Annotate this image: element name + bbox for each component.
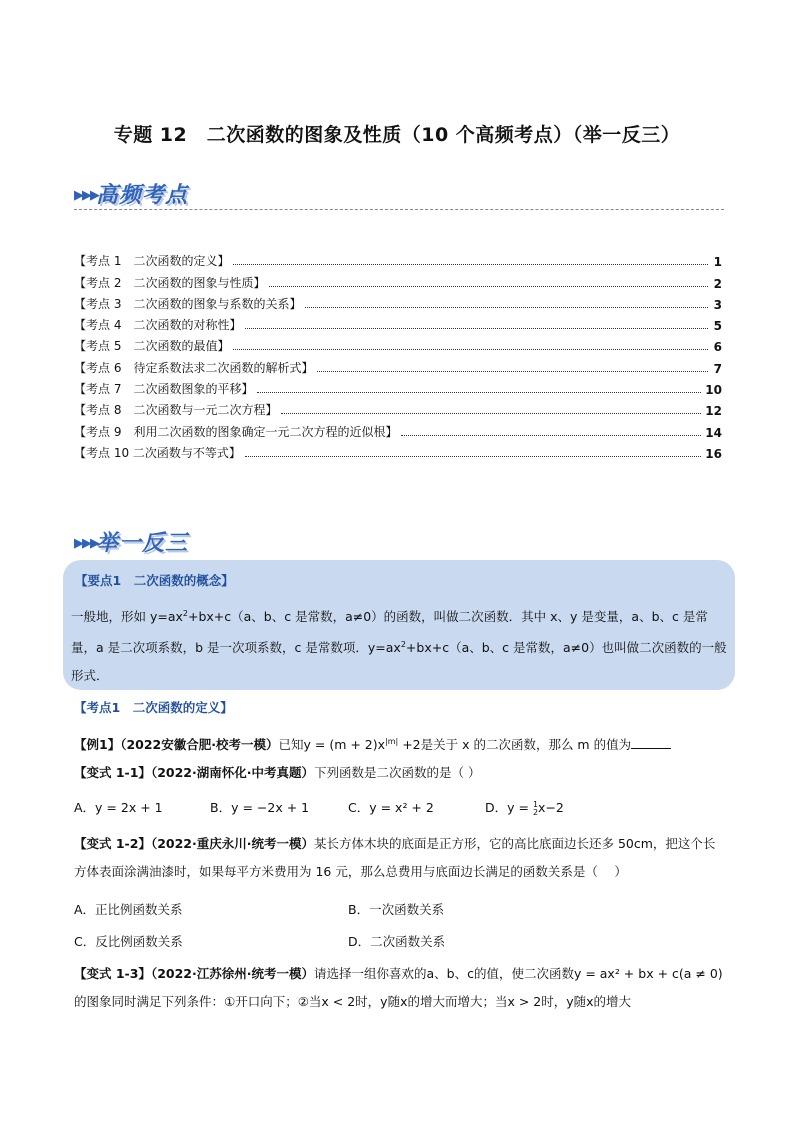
triple-arrow-icon: ▶▶▶ xyxy=(74,536,98,551)
section-banner-examples xyxy=(74,524,724,564)
option-a[interactable]: A．y = 2x + 1 xyxy=(74,800,163,815)
variant-1-1-options xyxy=(74,798,724,818)
banner-title: 举一反三 xyxy=(96,531,189,556)
option-a[interactable]: A．正比例函数关系 xyxy=(74,902,183,917)
banner-title: 高频考点 xyxy=(96,183,189,208)
keypoint-box xyxy=(63,560,735,690)
option-c[interactable]: C．反比例函数关系 xyxy=(74,934,183,949)
divider xyxy=(74,209,724,210)
toc-item[interactable]: 【考点 6 待定系数法求二次函数的解析式】 7 xyxy=(74,360,722,376)
variant-1-2-options-row1 xyxy=(74,900,724,920)
triple-arrow-icon: ▶▶▶ xyxy=(74,188,98,203)
variant-1-3: 【变式 1-3】（2022·江苏徐州·统考一模）请选择一组你喜欢的a、b、c的值，使二次函数y = ax² + bx + c(a ≠ 0)的图象同时满足下列条件：①开口向下；②当x < 2时，y随x的增大而增大；当x > 2时，y随x的增大 xyxy=(74,966,723,1009)
answer-blank[interactable] xyxy=(631,734,671,749)
variant-1-2: 【变式 1-2】（2022·重庆永川·统考一模）某长方体木块的底面是正方形，它的高比底面边长还多 50cm，把这个长方体表面涂满油漆时，如果每平方米费用为 16 元，那么总费用与底面边长满足的函数关系是（ ） xyxy=(74,836,716,879)
section-heading: 【考点1 二次函数的定义】 xyxy=(74,700,233,715)
keypoint-title: 【要点1 二次函数的概念】 xyxy=(75,573,234,588)
option-d[interactable]: D．y = 1 2x−2 xyxy=(485,799,564,817)
option-c[interactable]: C．y = x² + 2 xyxy=(348,800,434,815)
toc-item[interactable]: 【考点 2 二次函数的图象与性质】 2 xyxy=(74,275,722,291)
variant-1-1: 【变式 1-1】（2022·湖南怀化·中考真题）下列函数是二次函数的是（ ） xyxy=(74,765,481,780)
section-banner-high-frequency xyxy=(74,176,724,216)
toc-item[interactable]: 【考点 7 二次函数图象的平移】 10 xyxy=(74,382,722,398)
option-b[interactable]: B．一次函数关系 xyxy=(348,902,445,917)
example-1: 【例1】（2022安徽合肥·校考一模）已知$y = (m + 2)x^{|m|} +2$是关于 x 的二次函数，那么 m 的值为 xyxy=(74,728,724,759)
page-title: 专题 12 二次函数的图象及性质（10 个高频考点）（举一反三） xyxy=(113,124,681,146)
toc-item[interactable]: 【考点 5 二次函数的最值】 6 xyxy=(74,339,722,355)
option-b[interactable]: B．y = −2x + 1 xyxy=(210,800,310,815)
table-of-contents xyxy=(74,248,722,461)
toc-item[interactable]: 【考点 1 二次函数的定义】 1 xyxy=(74,254,722,270)
toc-item[interactable]: 【考点 3 二次函数的图象与系数的关系】 3 xyxy=(74,296,722,312)
keypoint-body: 一般地，形如 $y=ax^2+bx+c(a$、b、c 是常数，a≠0）的函数，叫做二次函数．其中 x、y 是变量，a、b、c 是常量，a 是二次项系数，b 是一次项系数，c 是常数项．$y=ax^2+bx+c(a$、b、c 是常数，a≠0）也叫做二次函数的一般形式． xyxy=(71,609,727,684)
toc-item[interactable]: 【考点 4 二次函数的对称性】 5 xyxy=(74,318,722,334)
option-d[interactable]: D．二次函数关系 xyxy=(348,934,446,949)
toc-item[interactable]: 【考点 10 二次函数与不等式】 16 xyxy=(74,445,722,461)
toc-item[interactable]: 【考点 9 利用二次函数的图象确定一元二次方程的近似根】 14 xyxy=(74,424,722,440)
variant-1-2-options-row2 xyxy=(74,932,724,952)
toc-item[interactable]: 【考点 8 二次函数与一元二次方程】 12 xyxy=(74,403,722,419)
